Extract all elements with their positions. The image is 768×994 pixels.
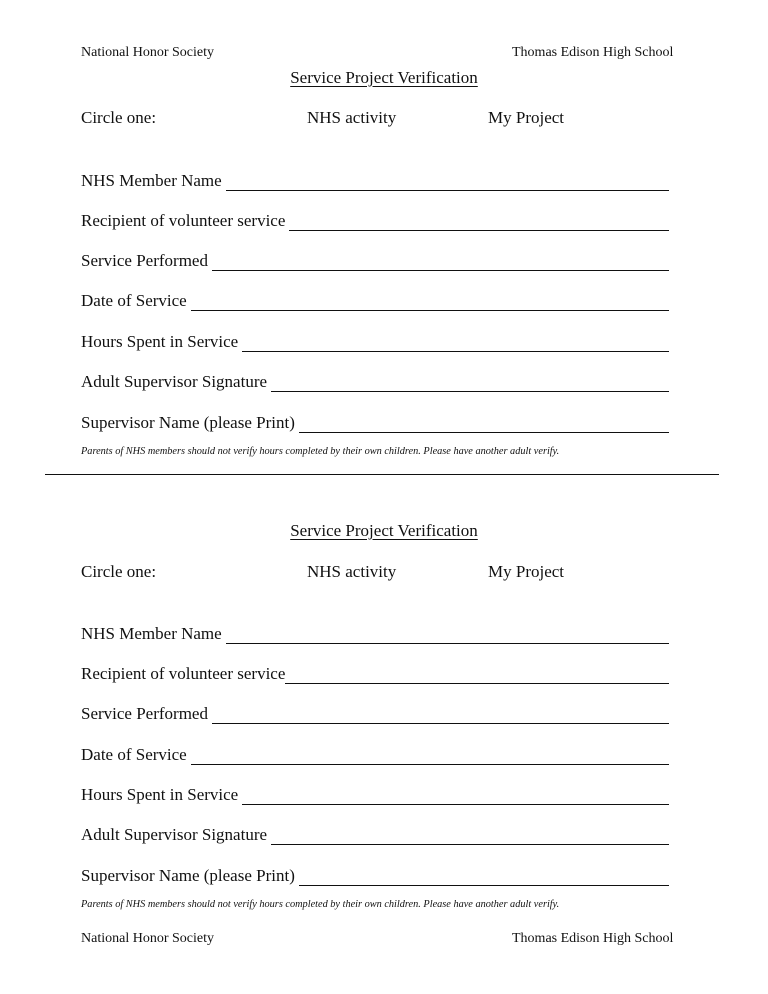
supervisor-name-input-line[interactable] — [299, 415, 669, 433]
field-supervisor-name — [81, 411, 669, 433]
service-performed-input-line[interactable] — [212, 253, 669, 271]
member-name-input-line[interactable] — [226, 173, 669, 191]
footer-org: National Honor Society — [81, 931, 214, 946]
field-supervisor-name — [81, 864, 669, 886]
field-label: Date of Service — [81, 291, 187, 310]
form-title: Service Project Verification — [290, 68, 478, 87]
circle-one-label: Circle one: — [81, 562, 157, 581]
field-service-performed — [81, 249, 669, 271]
field-label: Hours Spent in Service — [81, 332, 239, 351]
field-hours — [81, 783, 669, 805]
member-name-input-line[interactable] — [226, 626, 669, 644]
field-label: Recipient of volunteer service — [81, 664, 286, 683]
header-school: Thomas Edison High School — [512, 45, 674, 60]
signature-input-line[interactable] — [271, 827, 669, 845]
service-performed-input-line[interactable] — [212, 706, 669, 724]
field-label: Recipient of volunteer service — [81, 211, 286, 230]
field-hours — [81, 330, 669, 352]
hours-input-line[interactable] — [242, 334, 669, 352]
field-label: Adult Supervisor Signature — [81, 825, 268, 844]
field-label: Service Performed — [81, 704, 208, 723]
parent-note: Parents of NHS members should not verify hours completed by their own children. Please have another adult verify. — [81, 899, 560, 910]
field-label: Supervisor Name (please Print) — [81, 866, 295, 885]
option-nhs-activity[interactable]: NHS activity — [307, 108, 397, 127]
field-label: Date of Service — [81, 745, 187, 764]
cut-divider — [45, 474, 719, 475]
field-supervisor-signature — [81, 823, 669, 845]
field-label: NHS Member Name — [81, 624, 222, 643]
recipient-input-line[interactable] — [285, 666, 669, 684]
field-date-of-service — [81, 743, 669, 765]
field-label: Supervisor Name (please Print) — [81, 413, 295, 432]
recipient-input-line[interactable] — [289, 213, 669, 231]
option-my-project[interactable]: My Project — [488, 108, 565, 127]
option-nhs-activity[interactable]: NHS activity — [307, 562, 397, 581]
footer-school: Thomas Edison High School — [512, 931, 674, 946]
field-recipient — [81, 209, 669, 231]
parent-note: Parents of NHS members should not verify hours completed by their own children. Please have another adult verify. — [81, 446, 560, 457]
date-input-line[interactable] — [191, 293, 669, 311]
field-supervisor-signature — [81, 370, 669, 392]
field-recipient — [81, 662, 669, 684]
field-label: NHS Member Name — [81, 171, 222, 190]
field-label: Hours Spent in Service — [81, 785, 239, 804]
hours-input-line[interactable] — [242, 787, 669, 805]
circle-one-label: Circle one: — [81, 108, 157, 127]
field-service-performed — [81, 702, 669, 724]
supervisor-name-input-line[interactable] — [299, 868, 669, 886]
date-input-line[interactable] — [191, 747, 669, 765]
field-date-of-service — [81, 289, 669, 311]
option-my-project[interactable]: My Project — [488, 562, 565, 581]
signature-input-line[interactable] — [271, 374, 669, 392]
form-title: Service Project Verification — [290, 521, 478, 540]
field-label: Adult Supervisor Signature — [81, 372, 268, 391]
header-org: National Honor Society — [81, 45, 214, 60]
field-label: Service Performed — [81, 251, 208, 270]
field-member-name — [81, 169, 669, 191]
field-member-name — [81, 622, 669, 644]
